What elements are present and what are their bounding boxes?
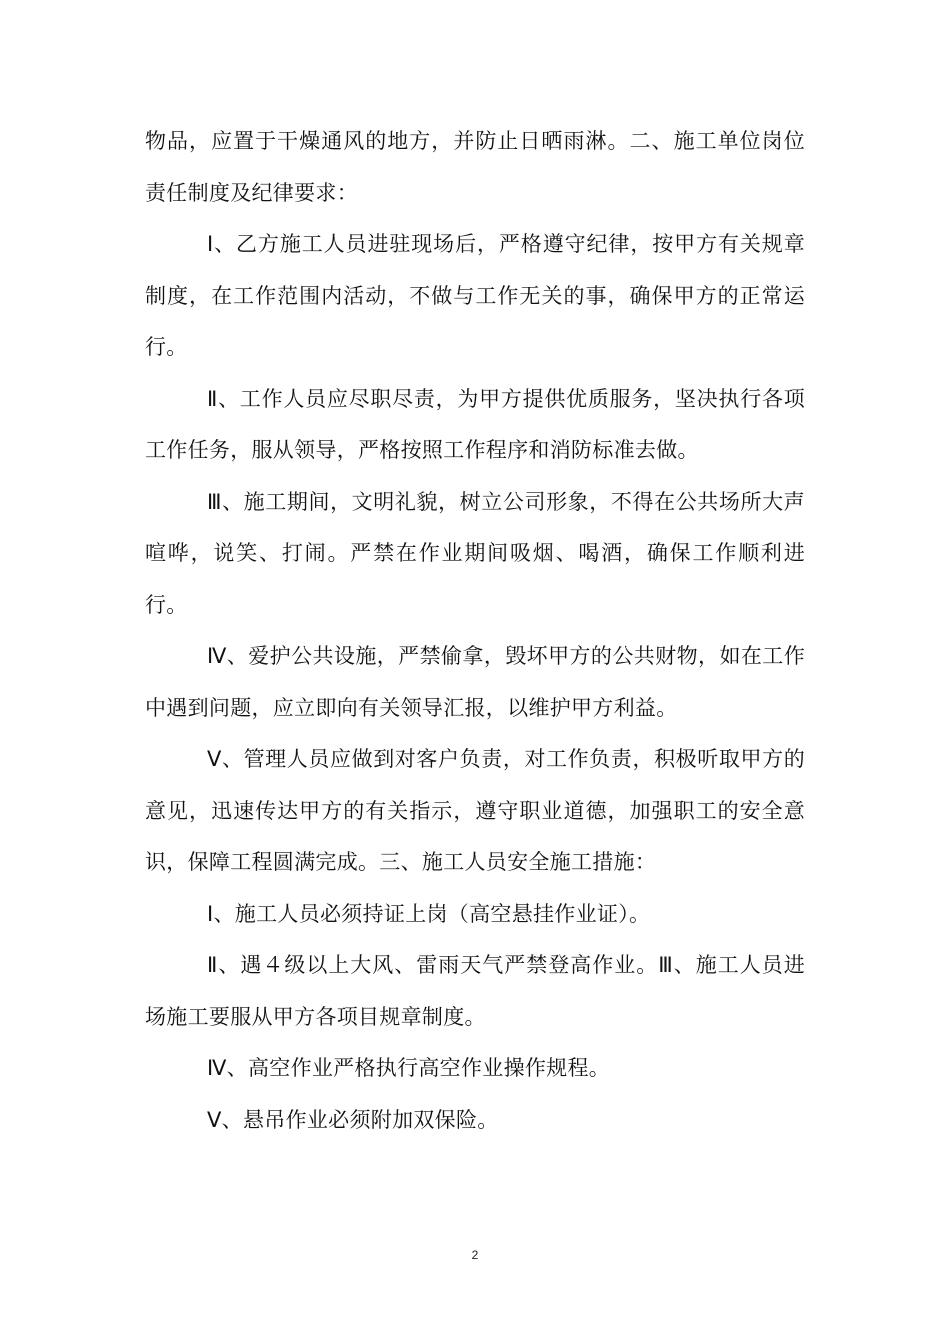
document-body xyxy=(145,116,805,1146)
page-number: 2 xyxy=(471,1248,479,1262)
paragraph-safety-5: Ⅴ、悬吊作业必须附加双保险。 xyxy=(207,1107,499,1132)
paragraph-rule-4: Ⅳ、爱护公共设施，严禁偷拿，毁坏甲方的公共财物，如在工作中遇到问题，应立即向有关领导汇报，以维护甲方利益。 xyxy=(145,644,805,720)
paragraph-rule-1: Ⅰ、乙方施工人员进驻现场后，严格遵守纪律，按甲方有关规章制度，在工作范围内活动，不做与工作无关的事，确保甲方的正常运行。 xyxy=(145,232,805,359)
paragraph-rule-2: Ⅱ、工作人员应尽职尽责，为甲方提供优质服务，坚决执行各项工作任务，服从领导，严格按照工作程序和消防标准去做。 xyxy=(145,386,805,462)
paragraph-safety-4: Ⅳ、高空作业严格执行高空作业操作规程。 xyxy=(207,1056,611,1080)
paragraph-storage-and-section-two: 物品，应置于干燥通风的地方，并防止日晒雨淋。二、施工单位岗位责任制度及纪律要求： xyxy=(145,129,805,205)
paragraph-rule-5-and-section-three: Ⅴ、管理人员应做到对客户负责，对工作负责，积极听取甲方的意见，迅速传达甲方的有关指示，遵守职业道德，加强职工的安全意识，保障工程圆满完成。三、施工人员安全施工措施： xyxy=(145,747,805,874)
paragraph-safety-1: Ⅰ、施工人员必须持证上岗（高空悬挂作业证）。 xyxy=(207,901,651,926)
paragraph-safety-2-3: Ⅱ、遇４级以上大风、雷雨天气严禁登高作业。Ⅲ、施工人员进场施工要服从甲方各项目规章制度。 xyxy=(145,953,805,1029)
paragraph-rule-3: Ⅲ、施工期间，文明礼貌，树立公司形象，不得在公共场所大声喧哗，说笑、打闹。严禁在作业期间吸烟、喝酒，确保工作顺利进行。 xyxy=(145,489,805,617)
